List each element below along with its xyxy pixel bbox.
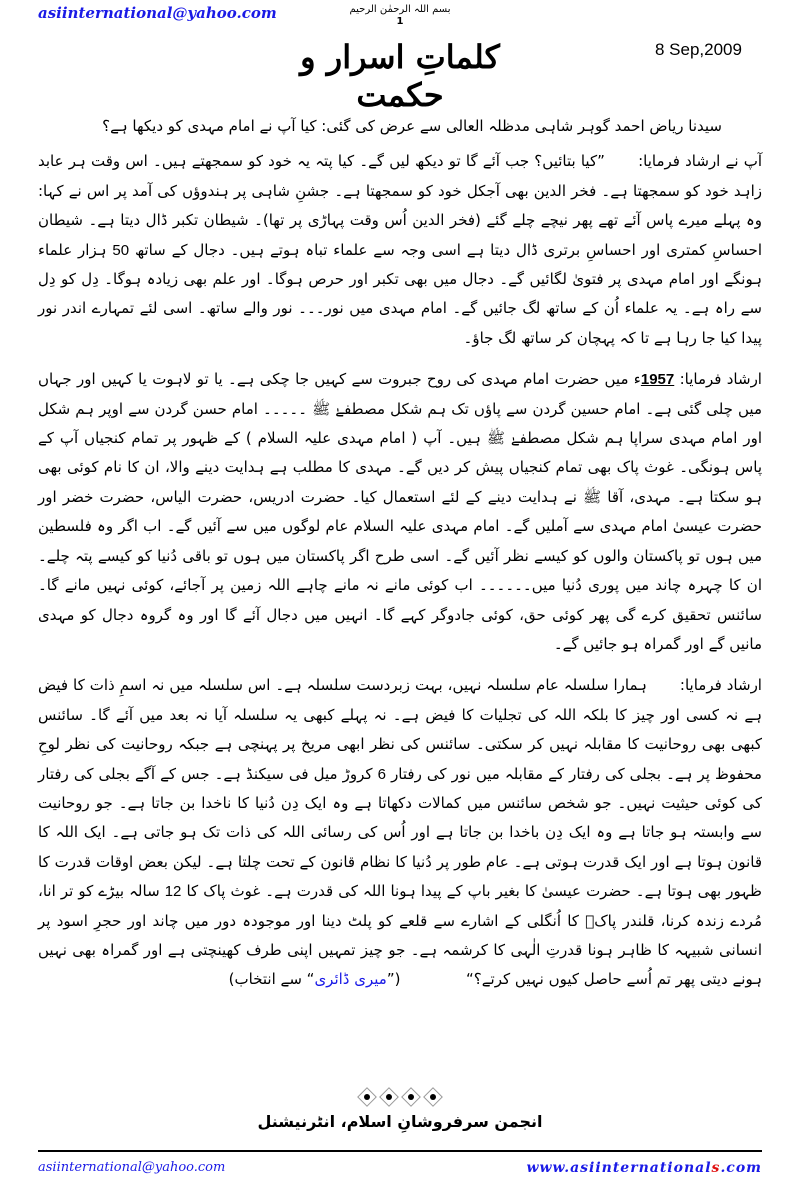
website-prefix: www.asiinternational (526, 1160, 712, 1176)
page-number: 1 (396, 16, 404, 27)
header-email-link[interactable]: asiinternational@yahoo.com (38, 4, 277, 22)
source-citation (229, 970, 401, 988)
paragraph-3-label: ارشاد فرمایا: (679, 676, 762, 695)
paragraph-2-year: 1957 (640, 371, 675, 389)
source-open: (” (386, 970, 401, 989)
paragraph-1-number: 50 (112, 241, 130, 259)
star-ornament-icon (360, 1090, 374, 1104)
paragraph-2 (38, 365, 762, 659)
paragraph-1 (38, 147, 762, 353)
paragraph-3-text-cont: کروڑ میل فی سیکنڈ ہے۔ جس کے آگے بجلی کی رفتار کی کوئی حیثیت نہیں۔ جو شخص سائنس میں کمالات دکھاتا ہے وہ ایک دِن دُنیا کا ناخدا بن جاتا ہے۔ جو روحانیت سے وابستہ ہو جاتا ہے وہ ایک دِن باخدا بن جاتا ہے اور اُس کی رسائی اللہ کی ذات تک ہو جاتی ہے۔ ایک اللہ کا قانون ہوتا ہے اور ایک قدرت ہوتی ہے۔ عام طور پر دُنیا کا نظام قانون کے تحت چلتا ہے۔ لیکن بعض اوقات قدرت کا ظہور بھی ہوتا ہے۔ حضرت عیسیٰ کا بغیر باپ کے پیدا ہونا اللہ کی قدرت ہے۔ غوث پاک کا (38, 764, 762, 901)
star-ornament-icon (382, 1090, 396, 1104)
article-body (38, 112, 762, 1007)
footer-website-link[interactable] (526, 1160, 762, 1176)
paragraph-1-text-cont: ہزار علماء ہونگے اور امام مہدی پر فتویٰ لگائیں گے۔ دجال میں بھی تکبر اور حرص ہوگا۔ اور علم بھی زیادہ ہوگا۔ دِل کو دِل سے راہ ہے۔ یہ علماء اُن کے ساتھ لگ جائیں گے۔ امام مہدی میں نور۔۔۔ نور والے ساتھ۔ اسی لئے تمہارے اندر نور پیدا کیا جا رہا ہے تا کہ پہچان کر ساتھ لگ جاؤ۔ (38, 240, 762, 347)
source-close: “ سے انتخاب) (228, 970, 315, 989)
ornament-divider (360, 1090, 440, 1104)
paragraph-3-text-cont-2: سالہ بیڑے کو تر انا، مُردے زندہ کرنا، قلندر پاکؒ کا اُنگلی کے اشارے سے قلعے کو پلٹ دینا اور موجودہ دور میں چاند اور حجرِ اسود پر انسانی شبیہہ کا ظاہر ہونا قدرتِ الٰہی کا کرشمہ ہے۔ جو چیز تمہیں اپنی طرف کھینچتی ہے اور گمراہ بھی نہیں ہونے دیتی پھر تم اُسے حاصل کیوں نہیں کرتے؟“ (38, 882, 762, 989)
paragraph-2-text: ء میں حضرت امام مہدی کی روح جبروت سے کہیں جا چکی ہے۔ یا تو لاہوت یا کہیں اور جہاں میں چلی گئی ہے۔ امام حسین گردن سے پاؤں تک ہم شکل مصطفےٰ ﷺ ۔۔۔۔۔ امام حسن گردن سے اوپر ہم شکل اور امام مہدی سراپا ہم شکل مصطفےٰ ﷺ ہیں۔ آپ ( امام مہدی علیہ السلام ) کے ظہور پر تمام کنجیاں آپ کے پاس ہونگی۔ غوث پاک بھی تمام کنجیاں پیش کر دیں گے۔ مہدی کا مطلب ہے ہدایت دینے والا، ان کا نام کوئی بھی ہو سکتا ہے۔ مہدی، آقا ﷺ نے ہدایت دینے کے لئے استعمال کیا۔ حضرت ادریس، حضرت الیاس، حضرت خضر اور حضرت عیسیٰ امام مہدی سے آملیں گے۔ امام مہدی علیہ السلام عام لوگوں میں سے آئیں گے۔ اب اگر وہ فلسطین میں ہوں تو پاکستان والوں کو کیسے نظر آئیں گے۔ اسی طرح اگر پاکستان میں ہوں تو باقی دُنیا کو کیسے پتہ چلے۔ ان کا چہرہ چاند میں پوری دُنیا میں۔۔۔۔۔۔ اب کوئی مانے نہ مانے چاہے اللہ زمین پر آجائے، کوئی نہیں مانے گا۔ سائنس تحقیق کرے گی پھر کوئی حق، کوئی جادوگر کہے گا۔ انہیں میں دجال آئے گا اور وہ گروہ دجال کو مہدی مانیں گے اور گمراہ ہو جائیں گے۔ (38, 370, 762, 653)
organization-name: انجمن سرفروشانِ اسلام، انٹرنیشنل (257, 1112, 543, 1131)
paragraph-2-label: ارشاد فرمایا: (679, 370, 762, 389)
bismillah-text: بسم اللہ الرحمٰن الرحیم (349, 4, 451, 15)
publish-date: 8 Sep,2009 (655, 40, 742, 59)
source-book-title: میری ڈائری (314, 970, 387, 989)
paragraph-3-number-2: 12 (164, 883, 182, 901)
paragraph-1-text: ”کیا بتائیں؟ جب آئے گا تو دیکھ لیں گے۔ کیا پتہ یہ خود کو سمجھتے ہیں۔ اس وقت ہر عابد زاہد خود کو سمجھتا ہے۔ فخر الدین بھی آجکل خود کو سمجھتا ہے۔ جشنِ شاہی پر ہندوؤں کی آمد پر اس نے کہا: وہ پہلے میرے پاس آئے تھے پھر نیچے چلے گئے (فخر الدین اُس وقت پہاڑی پر تھا)۔ شیطان تکبر ڈال دیتا ہے۔ شیطان احساسِ کمتری اور احساسِ برتری ڈال دیتا ہے اسی وجہ سے علماء تباہ ہوتے ہیں۔ دجال کے ساتھ (38, 152, 762, 259)
paragraph-3 (38, 671, 762, 994)
footer-email-link[interactable]: asiinternational@yahoo.com (38, 1160, 226, 1175)
star-ornament-icon (426, 1090, 440, 1104)
question-line: سیدنا ریاض احمد گوہر شاہی مدظلہ العالی سے عرض کی گئی: کیا آپ نے امام مہدی کو دیکھا ہے؟ (102, 117, 722, 135)
website-suffix: .com (720, 1160, 762, 1176)
paragraph-1-label: آپ نے ارشاد فرمایا: (638, 152, 762, 171)
page-title: کلماتِ اسرار و حکمت (300, 38, 500, 114)
paragraph-3-text: ہمارا سلسلہ عام سلسلہ نہیں، بہت زبردست سلسلہ ہے۔ اس سلسلہ میں نہ اسمِ ذات کا فیض ہے نہ کسی اور چیز کا بلکہ اللہ کی تجلیات کا فیض ہے۔ نہ پہلے کبھی یہ سلسلہ آیا نہ بعد میں آئے گا۔ سائنس کبھی بھی روحانیت کا مقابلہ نہیں کر سکتی۔ سائنس کی نظر ابھی مریخ پر پہنچی ہے جبکہ روحانیت کی نظر لوحِ محفوظ پر ہے۔ بجلی کی رفتار کے مقابلہ میں نور کی رفتار (38, 676, 762, 783)
website-highlight: s (711, 1160, 721, 1176)
star-ornament-icon (404, 1090, 418, 1104)
paragraph-3-number: 6 (377, 765, 386, 783)
bismillah-heading (340, 4, 460, 28)
footer-divider (38, 1150, 762, 1152)
